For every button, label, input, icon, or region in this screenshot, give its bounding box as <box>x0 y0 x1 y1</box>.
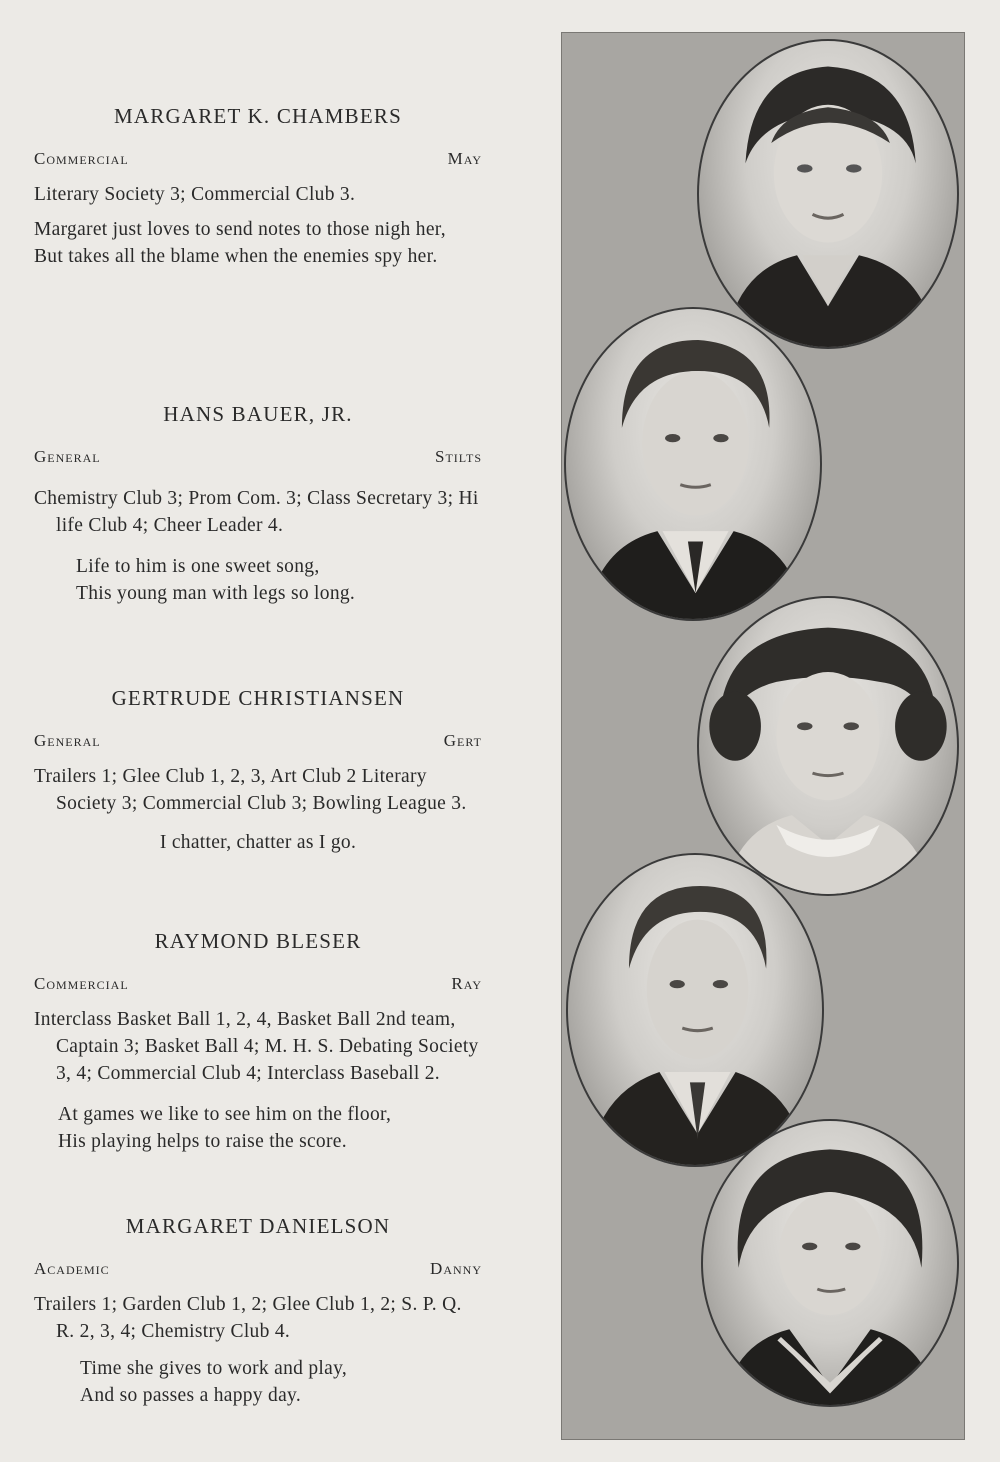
senior-nickname: Gert <box>443 731 482 750</box>
portrait-photo-icon <box>564 307 822 621</box>
senior-activities: Trailers 1; Garden Club 1, 2; Glee Club 1, 2; S. P. Q. R. 2, 3, 4; Chemistry Club 4. <box>34 1294 462 1342</box>
senior-nickname: Stilts <box>434 447 482 466</box>
senior-nickname: Danny <box>430 1259 482 1278</box>
senior-activities: Interclass Basket Ball 1, 2, 4, Basket Ball 2nd team, Captain 3; Basket Ball 4; M. H. S. Debating Society 3, 4; Commercial Club 4; Interclass Baseball 2. <box>34 1009 479 1084</box>
senior-course: General <box>34 447 101 466</box>
senior-course: Commercial <box>34 974 129 993</box>
senior-course: Commercial <box>34 149 129 168</box>
senior-meta <box>34 149 482 169</box>
portrait-photo-icon <box>701 1119 959 1407</box>
senior-course: General <box>34 731 101 750</box>
senior-activities: Literary Society 3; Commercial Club 3. <box>34 184 356 205</box>
senior-name: GERTRUDE CHRISTIANSEN <box>111 686 405 710</box>
senior-nickname: May <box>447 149 482 168</box>
senior-nickname: Ray <box>451 974 482 993</box>
senior-meta <box>34 731 482 751</box>
senior-entry <box>34 1214 482 1409</box>
senior-meta <box>34 974 482 994</box>
verse-line: But takes all the blame when the enemies spy her. <box>34 246 438 267</box>
senior-activities: Trailers 1; Glee Club 1, 2, 3, Art Club 2 Literary Society 3; Commercial Club 3; Bowling League 3. <box>34 766 467 814</box>
portrait-strip <box>561 32 965 1440</box>
senior-meta <box>34 1259 482 1279</box>
verse-line: Life to him is one sweet song, <box>76 556 320 577</box>
verse-line: I chatter, chatter as I go. <box>159 832 357 853</box>
verse-line: Time she gives to work and play, <box>80 1358 348 1379</box>
senior-verse <box>34 1101 482 1155</box>
senior-entry <box>34 686 482 856</box>
portrait-photo-icon <box>697 39 959 349</box>
senior-verse <box>34 1355 482 1409</box>
senior-entry <box>34 402 482 607</box>
senior-entry <box>34 929 482 1155</box>
verse-line: His playing helps to raise the score. <box>58 1131 347 1152</box>
senior-verse <box>34 216 482 270</box>
verse-line: This young man with legs so long. <box>76 583 356 604</box>
senior-verse <box>34 829 482 856</box>
verse-line: At games we like to see him on the floor, <box>58 1104 392 1125</box>
portrait-photo-icon <box>566 853 824 1167</box>
senior-meta <box>34 447 482 467</box>
verse-line: Margaret just loves to send notes to those nigh her, <box>34 219 446 240</box>
portrait-photo-icon <box>697 596 959 896</box>
senior-entry <box>34 104 482 270</box>
senior-name: HANS BAUER, JR. <box>163 402 353 426</box>
verse-line: And so passes a happy day. <box>80 1385 301 1406</box>
senior-activities: Chemistry Club 3; Prom Com. 3; Class Secretary 3; Hi life Club 4; Cheer Leader 4. <box>34 488 479 536</box>
senior-name: RAYMOND BLESER <box>154 929 362 953</box>
senior-course: Academic <box>34 1259 110 1278</box>
senior-name: MARGARET DANIELSON <box>125 1214 391 1238</box>
senior-name: MARGARET K. CHAMBERS <box>114 104 402 128</box>
senior-verse <box>34 553 482 607</box>
